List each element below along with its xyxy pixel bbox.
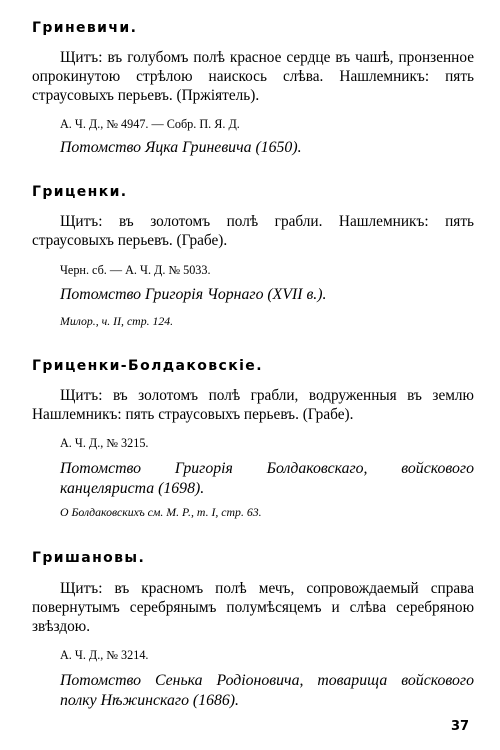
lineage-text: Потомство Григорія Болдаковскаго, войскового канцеляриста (1698). [60, 460, 474, 497]
source-reference: А. Ч. Д., № 3215. [60, 436, 149, 450]
coat-of-arms-description: Щитъ: въ голубомъ полѣ красное сердце въ чашѣ, пронзенное опрокинутою стрѣлою наискось слѣва. Нашлемникъ: пять страусовыхъ перьевъ. (Пржіятель). [32, 49, 474, 104]
source-reference: А. Ч. Д., № 3214. [60, 648, 149, 662]
coat-of-arms-description: Щитъ: въ золотомъ полѣ грабли. Нашлемникъ: пять страусовыхъ перьевъ. (Грабе). [32, 213, 474, 249]
entry-heading: Гриценки-Болдаковскіе. [32, 358, 263, 374]
page-number: 37 [451, 719, 470, 734]
source-reference: Черн. сб. — А. Ч. Д. № 5033. [60, 263, 211, 277]
source-reference: А. Ч. Д., № 4947. — Собр. П. Я. Д. [60, 117, 240, 131]
coat-of-arms-description: Щитъ: въ красномъ полѣ мечъ, сопровождаемый справа повернутымъ серебрянымъ полумѣсяцемъ и слѣва серебряною звѣздою. [32, 580, 474, 635]
bibliographic-note: О Болдаковскихъ см. М. Р., т. I, стр. 63. [60, 505, 262, 519]
entry-heading: Гриценки. [32, 184, 128, 200]
entry-heading: Гриневичи. [32, 20, 138, 36]
lineage-text: Потомство Сенька Родіоновича, товарища войскового полку Нѣжинскаго (1686). [60, 672, 474, 709]
lineage-text: Потомство Яцка Гриневича (1650). [60, 139, 302, 156]
bibliographic-note: Милор., ч. II, стр. 124. [60, 314, 174, 328]
coat-of-arms-description: Щитъ: въ золотомъ полѣ грабли, водруженныя въ землю Нашлемникъ: пять страусовыхъ перьевъ. (Грабе). [32, 387, 474, 423]
lineage-text: Потомство Григорія Чорнаго (XVII в.). [60, 286, 327, 303]
entry-heading: Гришановы. [32, 550, 146, 566]
